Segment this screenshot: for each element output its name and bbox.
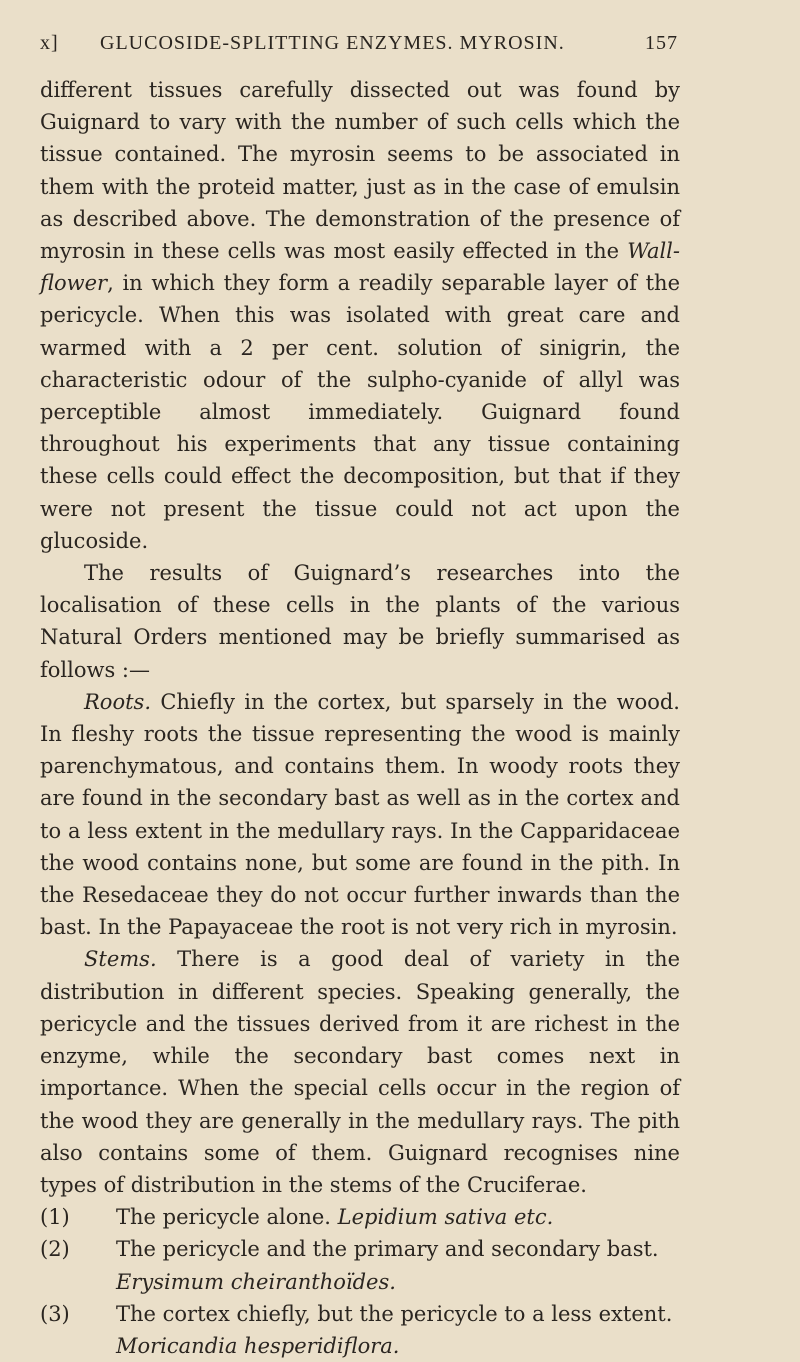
paragraph-stems xyxy=(40,943,680,1201)
running-title: GLUCOSIDE-SPLITTING ENZYMES. MYROSIN. xyxy=(100,32,565,54)
species-name: Moricandia hesperidiflora. xyxy=(116,1333,400,1358)
paragraph-summary: The results of Guignard’s researches into the localisation of these cells in the plants of the various Natural Orders mentioned may be briefly summarised as follows :— xyxy=(40,561,680,682)
list-number: (3) xyxy=(40,1301,70,1326)
list-text: The pericycle alone. Lepidium sativa etc. xyxy=(116,1205,554,1230)
species-name: Lepidium sativa etc. xyxy=(337,1205,554,1230)
page-number: 157 xyxy=(645,32,678,54)
paragraph-continued xyxy=(40,74,680,557)
paragraph-text: Chiefly in the cortex, but sparsely in the wood. In fleshy roots the tissue representing the wood is mainly parenchymatous, and contains them. In woody roots they are found in the secondary bast as well as in the cortex and to a less extent in the medullary rays. In the Capparidaceae the wood contains none, but some are found in the pith. In the Resedaceae they do not occur further inwards than the bast. In the Papayaceae the root is not very rich in myrosin. xyxy=(40,689,680,940)
list-item xyxy=(40,1298,680,1362)
section-heading-roots: Roots. xyxy=(84,689,151,714)
page-body xyxy=(40,74,680,1362)
list-item xyxy=(40,1233,680,1297)
paragraph-roots xyxy=(40,686,680,944)
italic-term: Wall-flower xyxy=(40,239,680,296)
section-heading-stems: Stems. xyxy=(84,947,157,972)
chapter-number: x] xyxy=(40,32,59,54)
paragraph-text: There is a good deal of variety in the distribution in different species. Speaking generally, the pericycle and the tissues derived from it are richest in the enzyme, while the secondary bast comes next in importance. When the special cells occur in the region of the wood they are generally in the medullary rays. The pith also contains some of them. Guignard recognises nine types of distribution in the stems of the Cruciferae. xyxy=(40,947,680,1197)
list-number: (1) xyxy=(40,1205,70,1230)
paragraph-text: different tissues carefully dissected out was found by Guignard to vary with the number of such cells which the tissue contained. The myrosin seems to be associated in them with the proteid matter, just as in the case of emulsin as described above. The demonstration of the presence of myrosin in these cells was most easily effected in the xyxy=(40,78,680,264)
list-text: The pericycle and the primary and secondary bast. xyxy=(116,1237,659,1262)
list-item xyxy=(40,1201,680,1233)
species-name: Erysimum cheiranthoïdes. xyxy=(116,1269,396,1294)
list-text: The cortex chiefly, but the pericycle to a less extent. xyxy=(116,1301,673,1326)
paragraph-text: , in which they form a readily separable layer of the pericycle. When this was isolated with great care and warmed with a 2 per cent. solution of sinigrin, the characteristic odour of the sulpho-cyanide of allyl was perceptible almost immediately. Guignard found throughout his experiments that any tissue containing these cells could effect the decomposition, but that if they were not present the tissue could not act upon the glucoside. xyxy=(40,271,680,553)
list-number: (2) xyxy=(40,1237,70,1262)
